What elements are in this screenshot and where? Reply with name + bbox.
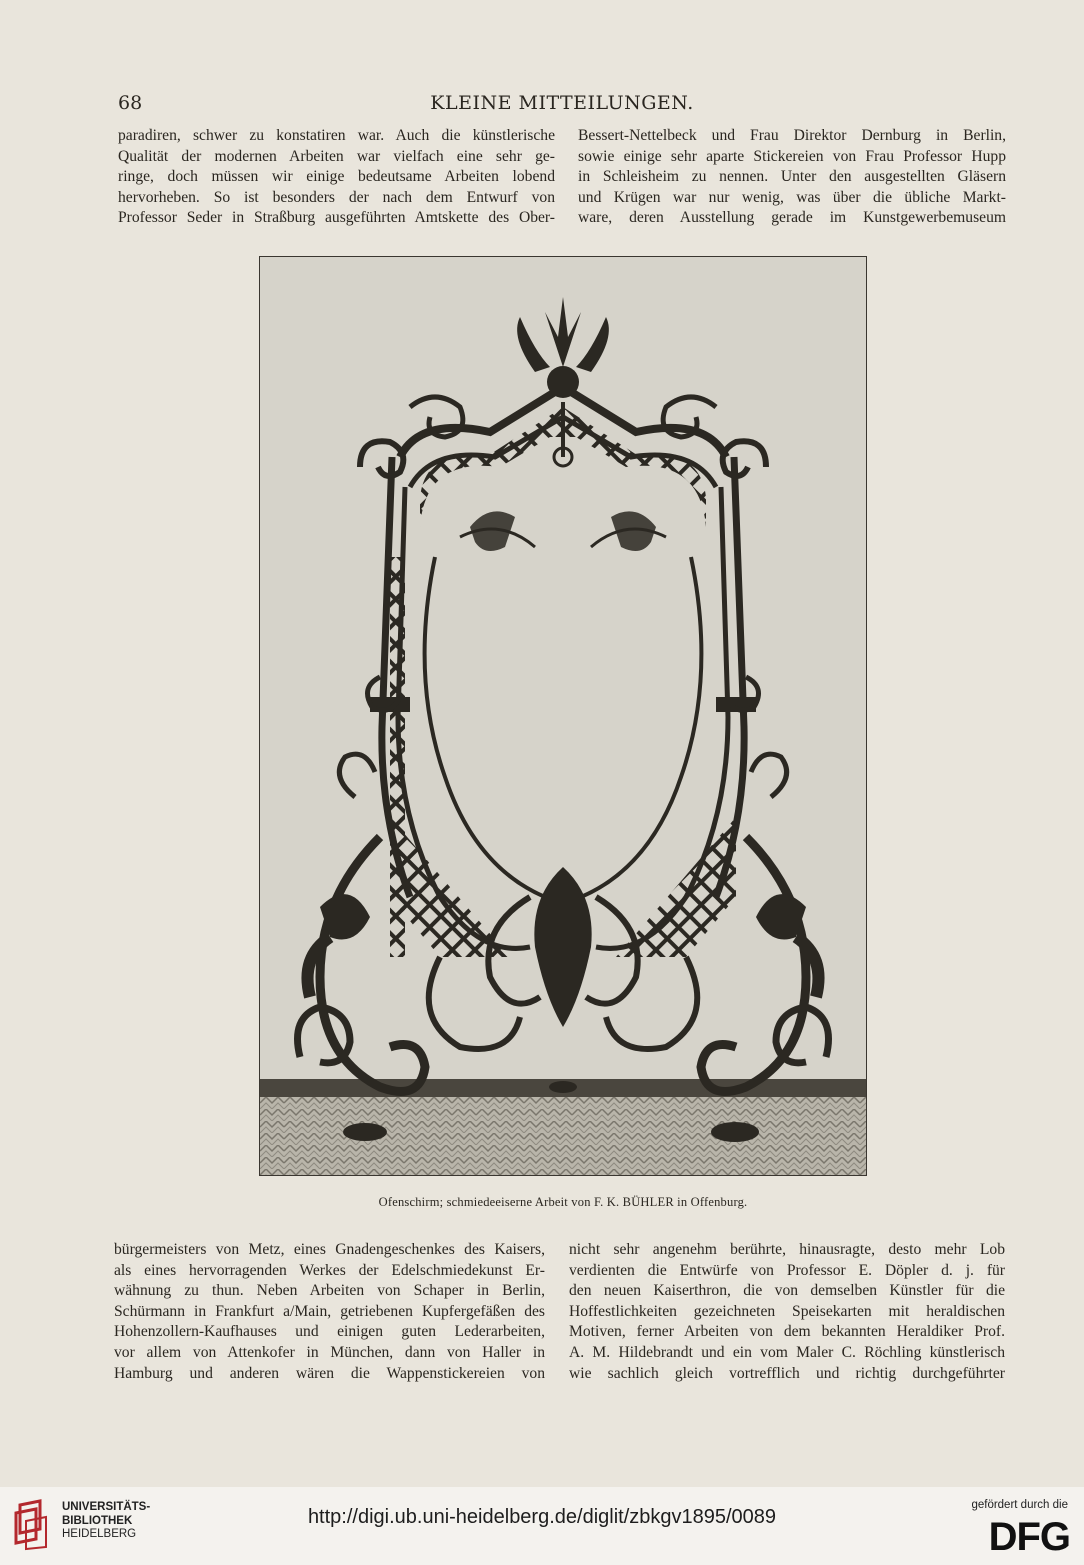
text-line: wie sachlich gleich vortrefflich und richtig durchgeführter [569, 1364, 1005, 1382]
text-line: den neuen Kaiserthron, die von demselben Künstler für die [569, 1282, 1005, 1300]
text-line: Hamburg und anderen wären die Wappenstickereien von [114, 1364, 545, 1382]
funder-label: gefördert durch die [971, 1499, 1068, 1511]
text-line: Hoffestlichkeiten gezeichneten Speisekarten mit heraldischen [569, 1302, 1005, 1320]
text-line: und Krügen war nur wenig, was über die übliche Markt- [578, 188, 1006, 206]
text-line: sowie einige sehr aparte Stickereien von Frau Professor Hupp [578, 147, 1006, 165]
text-line: Motiven, ferner Arbeiten von dem bekannten Heraldiker Prof. [569, 1323, 1005, 1341]
text-line: Schürmann in Frankfurt a/Main, getriebenen Kupfergefäßen des [114, 1302, 545, 1320]
text-line: Qualität der modernen Arbeiten war vielfach eine sehr ge- [118, 147, 555, 165]
text-line: bürgermeisters von Metz, eines Gnadengeschenkes des Kaisers, [114, 1241, 545, 1258]
text-column-top-left [118, 126, 555, 229]
running-title: KLEINE MITTEILUNGEN. [430, 92, 694, 114]
fire-screen-drawing [260, 257, 866, 1175]
text-column-bottom-left [114, 1240, 545, 1384]
text-column-bottom-right [569, 1240, 1005, 1384]
text-line: hervorheben. So ist besonders der nach dem Entwurf von [118, 188, 555, 206]
text-line: paradiren, schwer zu konstatiren war. Auch die künstlerische [118, 127, 555, 144]
text-line: Hohenzollern-Kaufhauses und einigen guten Lederarbeiten, [114, 1323, 545, 1341]
page-number: 68 [118, 92, 143, 114]
text-line: Bessert-Nettelbeck und Frau Direktor Dernburg in Berlin, [578, 127, 1006, 144]
running-head [118, 92, 1006, 116]
library-name-line: HEIDELBERG [62, 1528, 137, 1540]
text-line: ware, deren Ausstellung gerade im Kunstgewerbemuseum [578, 209, 1006, 227]
text-line: wähnung zu thun. Neben Arbeiten von Schaper in Berlin, [114, 1282, 545, 1300]
text-line: in Schleisheim zu nennen. Unter den ausgestellten Gläsern [578, 168, 1006, 186]
viewer-footer [0, 1487, 1084, 1565]
dfg-logo[interactable]: DFG [988, 1515, 1070, 1559]
figure-fire-screen-illustration [259, 256, 867, 1176]
text-line: Professor Seder in Straßburg ausgeführten Amtskette des Ober- [118, 209, 555, 227]
text-line: als eines hervorragenden Werkes der Edelschmiedekunst Er- [114, 1261, 545, 1279]
permalink-url[interactable]: http://digi.ub.uni-heidelberg.de/diglit/zbkgv1895/0089 [307, 1506, 777, 1528]
text-line: nicht sehr angenehm berührte, hinausragte, desto mehr Lob [569, 1241, 1005, 1258]
text-line: verdienten die Entwürfe von Professor E. Döpler d. j. für [569, 1261, 1005, 1279]
library-name-line: BIBLIOTHEK [62, 1514, 133, 1527]
text-line: vor allem von Attenkofer in München, dann von Haller in [114, 1343, 545, 1361]
text-line: ringe, doch müssen wir einige bedeutsame Arbeiten lobend [118, 168, 555, 186]
text-column-top-right [578, 126, 1006, 229]
figure-caption: Ofenschirm; schmiedeeiserne Arbeit von F. K. BÜHLER in Offenburg. [378, 1195, 748, 1209]
text-line: A. M. Hildebrandt und ein vom Maler C. Röchling künstlerisch [569, 1343, 1005, 1361]
library-name-line: UNIVERSITÄTS- [62, 1501, 151, 1513]
